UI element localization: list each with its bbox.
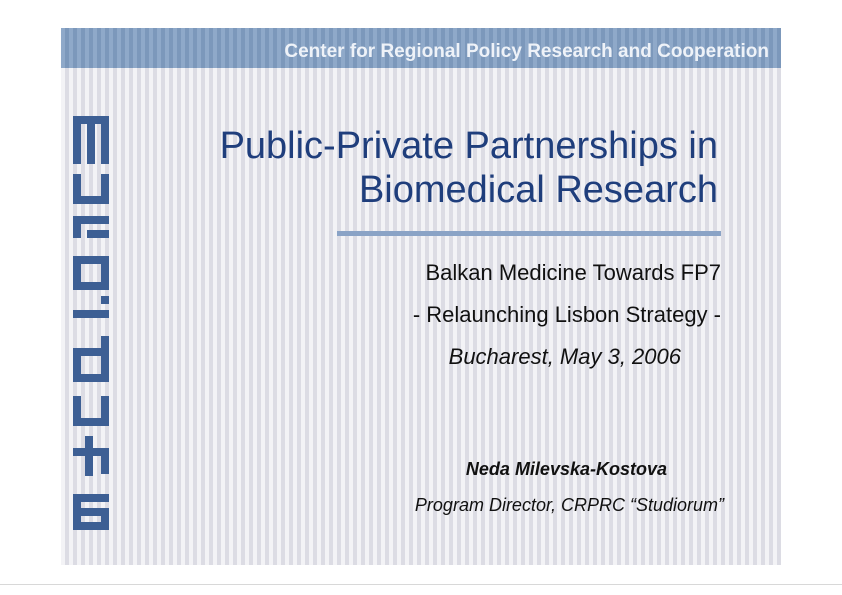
presenter-role: Program Director, CRPRC “Studiorum”: [414, 495, 724, 515]
subtitle-line-1: Balkan Medicine Towards FP7: [425, 260, 721, 285]
slide: [61, 28, 781, 565]
slide-title: [98, 124, 718, 212]
title-line-1: Public-Private Partnerships in: [219, 125, 718, 167]
title-divider: [337, 231, 721, 236]
header-bar: [61, 28, 781, 68]
page-divider: [0, 584, 842, 585]
title-line-2: Biomedical Research: [358, 169, 718, 212]
organization-name: Center for Regional Policy Research and Cooperation: [284, 41, 769, 62]
subtitle-line-2: - Relaunching Lisbon Strategy -: [412, 302, 721, 327]
presenter-name: Neda Milevska-Kostova: [465, 459, 667, 479]
subtitle-line-3: Bucharest, May 3, 2006: [448, 344, 681, 369]
